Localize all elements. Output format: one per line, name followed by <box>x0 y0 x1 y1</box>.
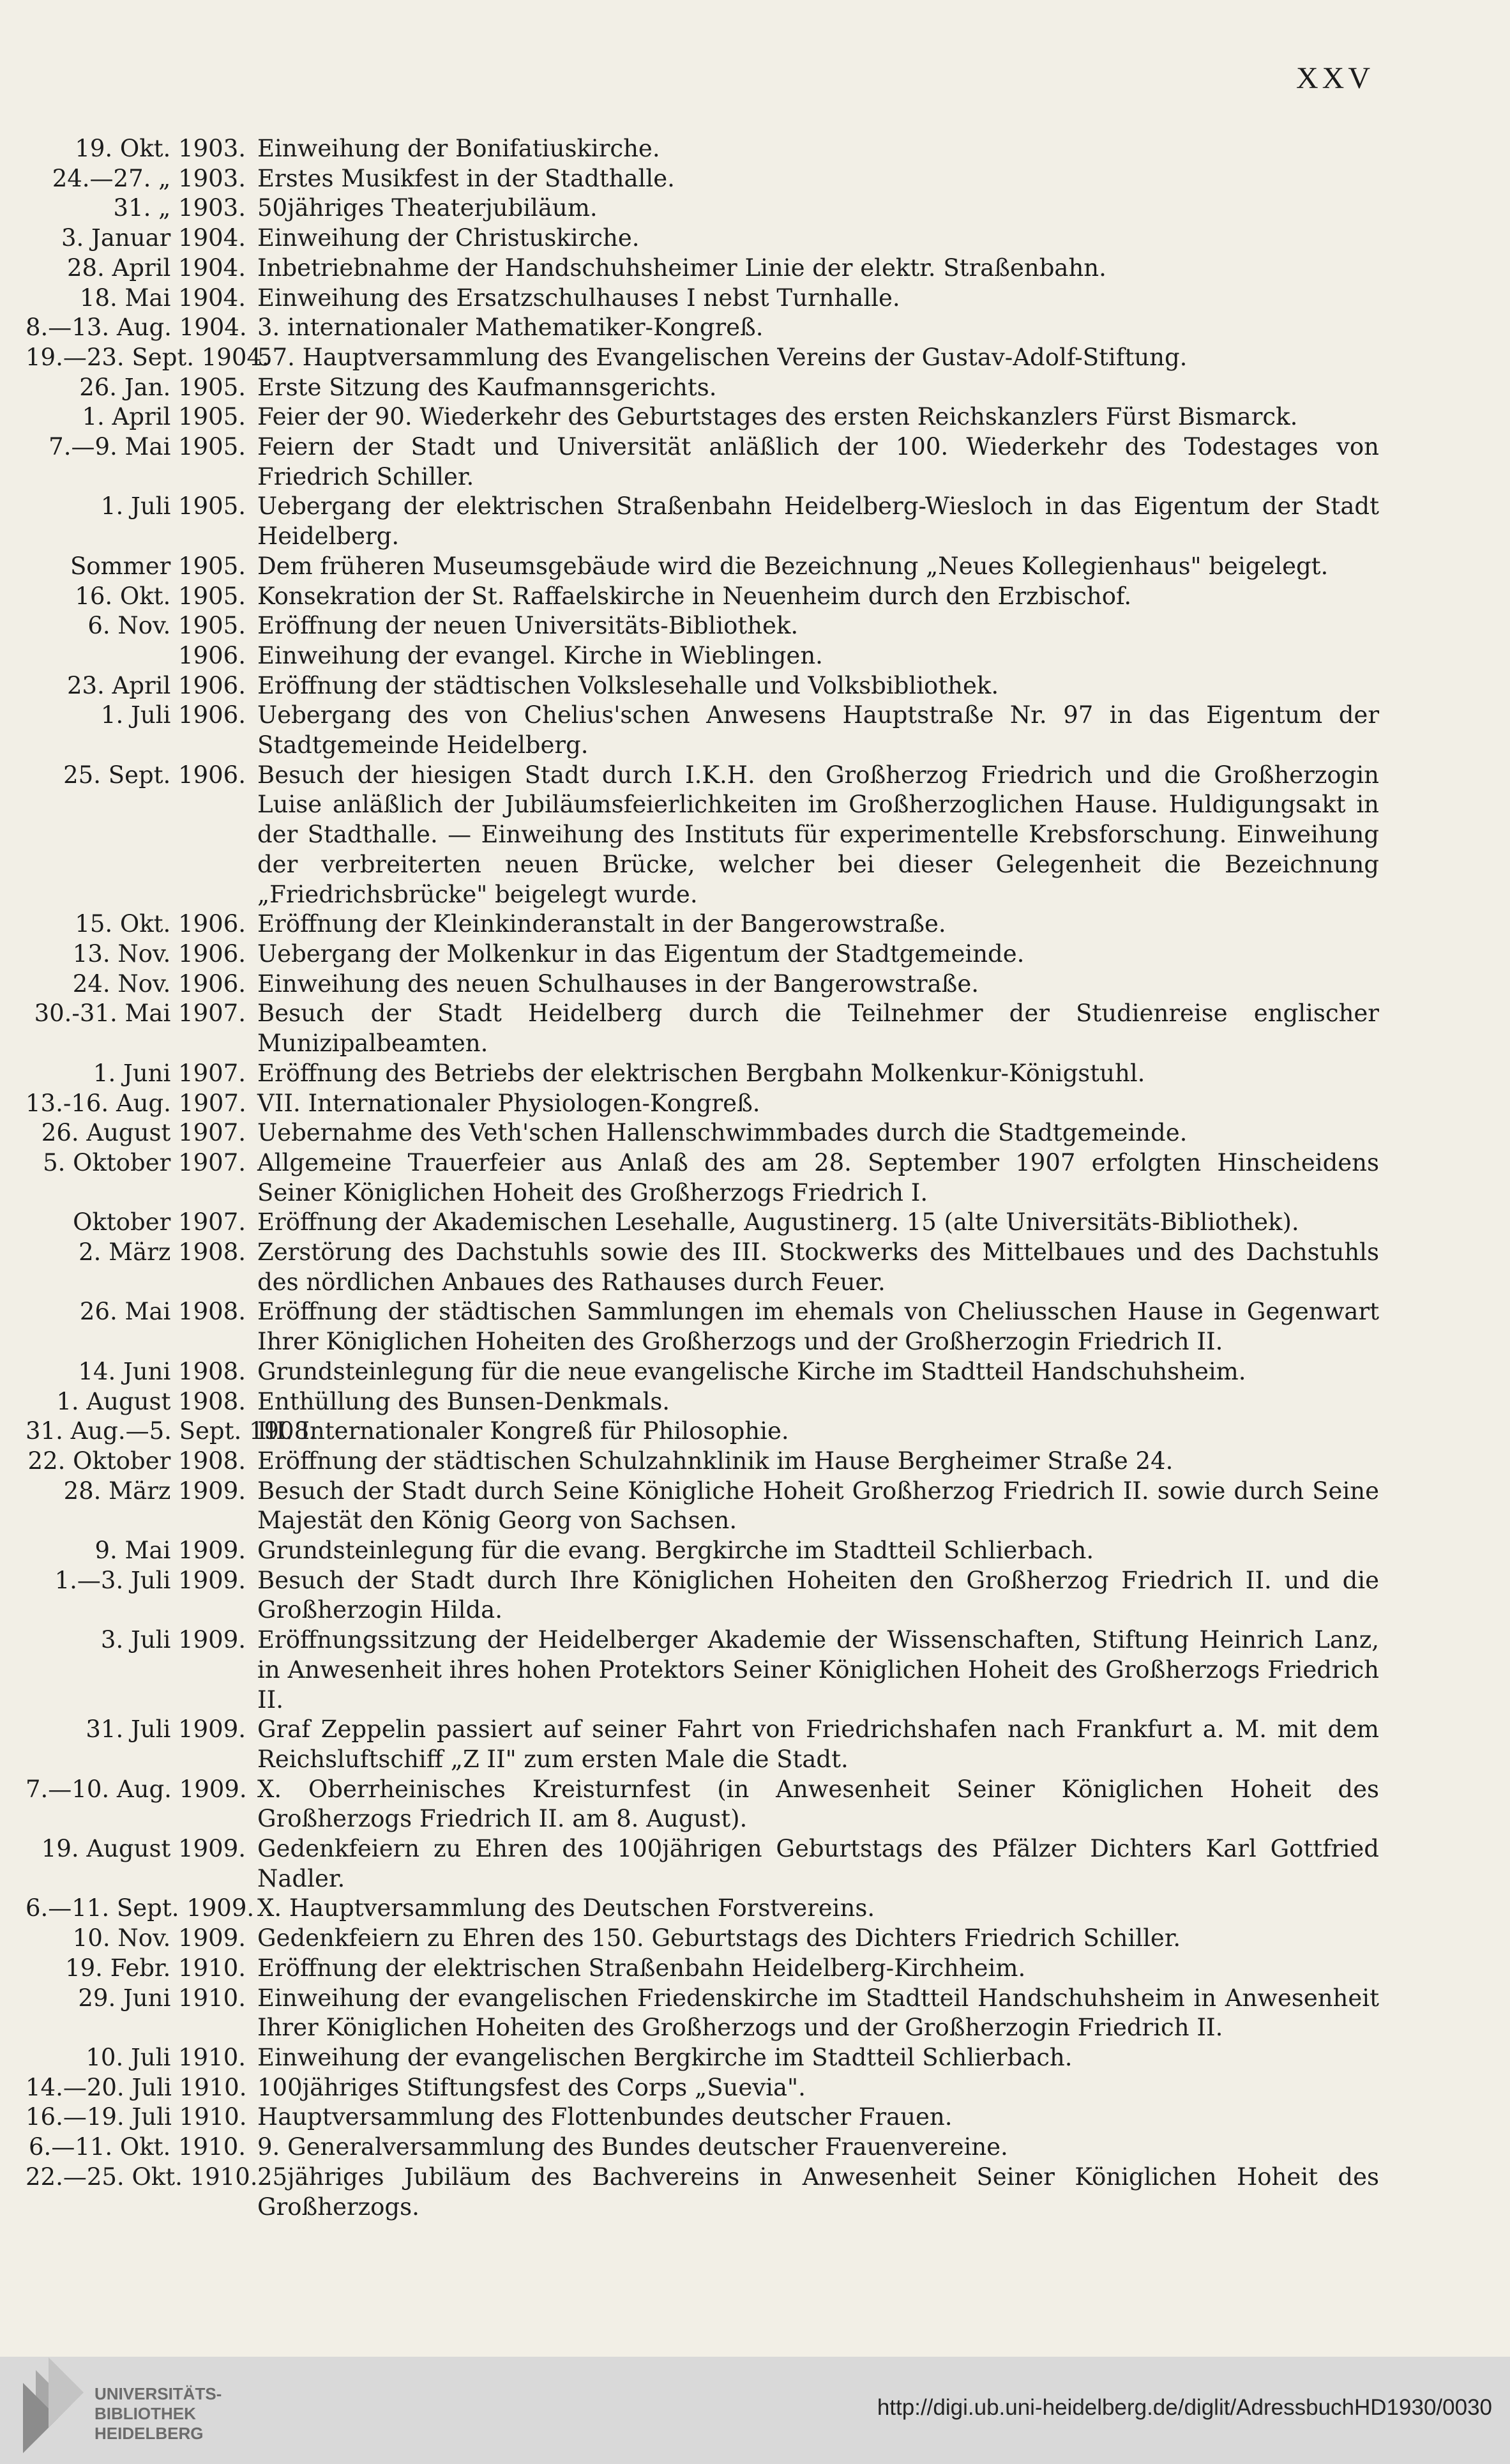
chronicle-entry <box>26 2133 1379 2163</box>
chronicle-entry <box>26 373 1379 403</box>
entry-date: Sommer 1905. <box>70 552 246 580</box>
entry-text: Uebergang der Molkenkur in das Eigentum der Stadtgemeinde. <box>257 939 1025 968</box>
chronicle-entry <box>26 1536 1379 1566</box>
entry-date: 1906. <box>178 641 246 669</box>
entry-date: 1. Juni 1907. <box>93 1059 246 1087</box>
entry-text: Uebergang des von Chelius'schen Anwesens Hauptstraße Nr. 97 in das Eigentum der Stadtgemeinde Heidelberg. <box>257 701 1379 759</box>
entry-text: Dem früheren Museumsgebäude wird die Bezeichnung „Neues Kollegienhaus" beigelegt. <box>257 552 1329 580</box>
page-number: XXV <box>1296 61 1374 95</box>
entry-date: 16. Okt. 1905. <box>75 582 246 610</box>
footer-bar <box>0 2357 1510 2464</box>
entry-date: 7.—10. Aug. 1909. <box>26 1775 247 1803</box>
entry-text: Einweihung des neuen Schulhauses in der Bangerowstraße. <box>257 970 979 998</box>
entry-text: 25jähriges Jubiläum des Bachvereins in Anwesenheit Seiner Königlichen Hoheit des Großherzogs. <box>257 2163 1379 2221</box>
entry-text: Besuch der Stadt durch Ihre Königlichen Hoheiten den Großherzog Friedrich II. und die Großherzogin Hilda. <box>257 1566 1379 1624</box>
library-name-line: UNIVERSITÄTS- <box>94 2384 222 2403</box>
entry-date: 30.-31. Mai 1907. <box>34 1000 246 1028</box>
entry-date: 13. Nov. 1906. <box>72 939 246 968</box>
entry-date: 31. „ 1903. <box>113 194 246 222</box>
entry-text: Graf Zeppelin passiert auf seiner Fahrt von Friedrichshafen nach Frankfurt a. M. mit dem Reichsluftschiff „Z II" zum ersten Male die Stadt. <box>257 1715 1379 1773</box>
entry-date: 29. Juni 1910. <box>78 1984 246 2012</box>
entry-date: 26. Mai 1908. <box>79 1298 246 1326</box>
entry-text: Feier der 90. Wiederkehr des Geburtstages des ersten Reichskanzlers Fürst Bismarck. <box>257 403 1298 431</box>
entry-date: 19. August 1909. <box>41 1835 246 1863</box>
chronicle-entry <box>26 1625 1379 1715</box>
chronicle-entry <box>26 2073 1379 2103</box>
chronicle-entry <box>26 1357 1379 1387</box>
entry-text: Einweihung der evangelischen Bergkirche im Stadtteil Schlierbach. <box>257 2044 1073 2071</box>
chronicle-entry <box>26 552 1379 582</box>
entry-text: Besuch der hiesigen Stadt durch I.K.H. den Großherzog Friedrich und die Großherzogin Luise anläßlich der Jubiläumsfeierlichkeiten im Großherzoglichen Hause. Huldigungsakt in der Stadthalle. — Einweihung des Instituts für experimentelle Krebsforschung. Einweihung der verbreiterten neuen Brücke, welcher bei dieser Gelegenheit die Bezeichnung „Friedrichsbrücke" beigelegt wurde. <box>257 761 1379 908</box>
entry-text: 57. Hauptversammlung des Evangelischen Vereins der Gustav-Adolf-Stiftung. <box>257 343 1188 371</box>
chronicle-entry <box>26 313 1379 343</box>
entry-text: Gedenkfeiern zu Ehren des 150. Geburtstags des Dichters Friedrich Schiller. <box>257 1924 1181 1952</box>
chronicle-entry <box>26 284 1379 314</box>
entry-text: Eröffnung der städtischen Schulzahnklinik im Hause Bergheimer Straße 24. <box>257 1447 1174 1475</box>
entry-text: Eröffnungssitzung der Heidelberger Akademie der Wissenschaften, Stiftung Heinrich Lanz, in Anwesenheit ihres hohen Protektors Seiner Königlichen Hoheit des Großherzogs Friedrich II. <box>257 1626 1379 1714</box>
entry-date: 19.—23. Sept. 1904. <box>26 343 269 371</box>
entry-date: 6. Nov. 1905. <box>87 612 246 640</box>
chronicle-entry <box>26 1924 1379 1954</box>
chronicle-entry <box>26 1238 1379 1297</box>
entry-text: Eröffnung der städtischen Volkslesehalle und Volksbibliothek. <box>257 671 999 699</box>
library-name-line: BIBLIOTHEK <box>94 2404 196 2423</box>
entry-date: 10. Juli 1910. <box>86 2044 246 2071</box>
entry-date: 19. Okt. 1903. <box>75 135 246 162</box>
chronicle-entry <box>26 1954 1379 1984</box>
entry-date: 16.—19. Juli 1910. <box>26 2103 247 2131</box>
entry-date: 6.—11. Sept. 1909. <box>26 1894 255 1922</box>
entry-date: 25. Sept. 1906. <box>63 761 246 789</box>
chronicle-entry <box>26 1894 1379 1924</box>
entry-text: Eröffnung der Kleinkinderanstalt in der Bangerowstraße. <box>257 910 946 938</box>
entry-text: Eröffnung der Akademischen Lesehalle, Augustinerg. 15 (alte Universitäts-Bibliothek). <box>257 1208 1299 1236</box>
entry-text: Konsekration der St. Raffaelskirche in Neuenheim durch den Erzbischof. <box>257 582 1132 610</box>
entry-date: 1.—3. Juli 1909. <box>54 1566 246 1594</box>
entry-date: Oktober 1907. <box>73 1208 246 1236</box>
entry-text: Besuch der Stadt Heidelberg durch die Teilnehmer der Studienreise englischer Munizipalbeamten. <box>257 1000 1379 1058</box>
entry-date: 1. Juli 1906. <box>100 701 246 729</box>
entry-text: X. Hauptversammlung des Deutschen Forstvereins. <box>257 1894 875 1922</box>
entry-date: 6.—11. Okt. 1910. <box>29 2133 246 2161</box>
entry-text: Zerstörung des Dachstuhls sowie des III. Stockwerks des Mittelbaues und des Dachstuhls des nördlichen Anbaues des Rathauses durch Feuer. <box>257 1238 1379 1296</box>
entry-date: 2. März 1908. <box>79 1238 246 1266</box>
entry-date: 28. März 1909. <box>63 1477 246 1505</box>
entry-date: 13.-16. Aug. 1907. <box>26 1089 246 1117</box>
entry-date: 22. Oktober 1908. <box>27 1447 246 1475</box>
entry-date: 31. Juli 1909. <box>86 1715 246 1744</box>
chronicle-entry <box>26 1566 1379 1625</box>
chronicle-list <box>26 134 1379 2222</box>
entry-text: Hauptversammlung des Flottenbundes deutscher Frauen. <box>257 2103 953 2131</box>
entry-text: Einweihung der Bonifatiuskirche. <box>257 135 660 162</box>
chronicle-entry <box>26 1297 1379 1357</box>
entry-text: 9. Generalversammlung des Bundes deutscher Frauenvereine. <box>257 2133 1008 2161</box>
entry-date: 9. Mai 1909. <box>94 1537 246 1565</box>
chronicle-entry <box>26 671 1379 701</box>
entry-date: 26. Jan. 1905. <box>79 373 246 401</box>
chronicle-entry <box>26 1059 1379 1089</box>
entry-text: Enthüllung des Bunsen-Denkmals. <box>257 1387 670 1415</box>
entry-text: 100jähriges Stiftungsfest des Corps „Suevia". <box>257 2073 806 2101</box>
entry-date: 26. August 1907. <box>41 1119 246 1147</box>
entry-text: Eröffnung der elektrischen Straßenbahn Heidelberg-Kirchheim. <box>257 1954 1026 1982</box>
entry-text: X. Oberrheinisches Kreisturnfest (in Anwesenheit Seiner Königlichen Hoheit des Großherzogs Friedrich II. am 8. August). <box>257 1775 1379 1833</box>
source-url[interactable]: http://digi.ub.uni-heidelberg.de/diglit/AdressbuchHD1930/0030 <box>877 2395 1492 2420</box>
entry-text: Gedenkfeiern zu Ehren des 100jährigen Geburtstags des Pfälzer Dichters Karl Gottfried Nadler. <box>257 1835 1379 1892</box>
chronicle-entry <box>26 224 1379 254</box>
chronicle-entry <box>26 1447 1379 1477</box>
entry-text: Eröffnung des Betriebs der elektrischen Bergbahn Molkenkur-Königstuhl. <box>257 1059 1145 1087</box>
entry-text: III. Internationaler Kongreß für Philosophie. <box>257 1417 789 1445</box>
chronicle-entry <box>26 1118 1379 1148</box>
entry-date: 15. Okt. 1906. <box>75 910 246 938</box>
entry-date: 1. August 1908. <box>56 1387 246 1415</box>
chronicle-entry <box>26 641 1379 671</box>
chronicle-entry <box>26 164 1379 194</box>
chronicle-entry <box>26 1089 1379 1119</box>
chronicle-entry <box>26 343 1379 373</box>
chronicle-entry <box>26 254 1379 284</box>
entry-date: 1. April 1905. <box>82 403 246 431</box>
chronicle-entry <box>26 939 1379 970</box>
chronicle-entry <box>26 402 1379 432</box>
entry-text: Grundsteinlegung für die neue evangelische Kirche im Stadtteil Handschuhsheim. <box>257 1357 1246 1385</box>
entry-text: Einweihung der evangel. Kirche in Wieblingen. <box>257 641 823 669</box>
entry-text: Erstes Musikfest in der Stadthalle. <box>257 164 675 192</box>
chronicle-entry <box>26 1775 1379 1834</box>
entry-date: 24. Nov. 1906. <box>72 970 246 998</box>
library-name-line: HEIDELBERG <box>94 2424 204 2443</box>
chronicle-entry <box>26 761 1379 910</box>
chronicle-entry <box>26 2043 1379 2073</box>
entry-text: Besuch der Stadt durch Seine Königliche Hoheit Großherzog Friedrich II. sowie durch Seine Majestät den König Georg von Sachsen. <box>257 1477 1379 1535</box>
entry-text: Eröffnung der städtischen Sammlungen im ehemals von Cheliusschen Hause in Gegenwart Ihrer Königlichen Hoheiten des Großherzogs und der Großherzogin Friedrich II. <box>257 1298 1379 1356</box>
entry-date: 1. Juli 1905. <box>100 492 246 521</box>
entry-date: 5. Oktober 1907. <box>43 1148 246 1176</box>
entry-date: 22.—25. Okt. 1910. <box>26 2163 258 2191</box>
chronicle-entry <box>26 432 1379 492</box>
chronicle-entry <box>26 1834 1379 1894</box>
entry-text: Einweihung der Christuskirche. <box>257 224 640 252</box>
entry-date: 10. Nov. 1909. <box>72 1924 246 1952</box>
entry-date: 28. April 1904. <box>66 254 246 282</box>
chronicle-entry <box>26 701 1379 760</box>
entry-date: 8.—13. Aug. 1904. <box>26 314 247 342</box>
library-name <box>94 2384 222 2444</box>
entry-date: 3. Juli 1909. <box>100 1626 246 1654</box>
entry-date: 19. Febr. 1910. <box>65 1954 246 1982</box>
entry-text: Inbetriebnahme der Handschuhsheimer Linie der elektr. Straßenbahn. <box>257 254 1106 282</box>
entry-date: 7.—9. Mai 1905. <box>49 433 246 461</box>
entry-date: 24.—27. „ 1903. <box>52 164 246 192</box>
chronicle-entry <box>26 970 1379 1000</box>
entry-text: Einweihung der evangelischen Friedenskirche im Stadtteil Handschuhsheim in Anwesenheit Ihrer Königlichen Hoheiten des Großherzogs und der Großherzogin Friedrich II. <box>257 1984 1379 2042</box>
chronicle-entry <box>26 492 1379 551</box>
chronicle-entry <box>26 909 1379 939</box>
entry-date: 14. Juni 1908. <box>78 1357 246 1385</box>
entry-date: 23. April 1906. <box>66 671 246 699</box>
chronicle-entry <box>26 2103 1379 2133</box>
chronicle-entry <box>26 1417 1379 1447</box>
entry-date: 31. Aug.—5. Sept. 1908. <box>26 1417 317 1445</box>
entry-date: 14.—20. Juli 1910. <box>26 2073 247 2101</box>
entry-text: Eröffnung der neuen Universitäts-Bibliothek. <box>257 612 799 640</box>
entry-text: Feiern der Stadt und Universität anläßlich der 100. Wiederkehr des Todestages von Friedrich Schiller. <box>257 433 1379 491</box>
chronicle-entry <box>26 1148 1379 1208</box>
entry-text: Uebernahme des Veth'schen Hallenschwimmbades durch die Stadtgemeinde. <box>257 1119 1188 1147</box>
chronicle-entry <box>26 611 1379 641</box>
entry-date: 18. Mai 1904. <box>79 284 246 312</box>
entry-text: Einweihung des Ersatzschulhauses I nebst Turnhalle. <box>257 284 900 312</box>
entry-text: VII. Internationaler Physiologen-Kongreß. <box>257 1089 760 1117</box>
chronicle-entry <box>26 1984 1379 2043</box>
chronicle-entry <box>26 999 1379 1058</box>
chronicle-entry <box>26 582 1379 612</box>
chronicle-entry <box>26 1715 1379 1774</box>
entry-date: 3. Januar 1904. <box>61 224 246 252</box>
entry-text: Erste Sitzung des Kaufmannsgerichts. <box>257 373 717 401</box>
entry-text: 3. internationaler Mathematiker-Kongreß. <box>257 314 764 342</box>
entry-text: Grundsteinlegung für die evang. Bergkirche im Stadtteil Schlierbach. <box>257 1537 1094 1565</box>
entry-text: 50jähriges Theaterjubiläum. <box>257 194 598 222</box>
chronicle-entry <box>26 134 1379 164</box>
entry-text: Allgemeine Trauerfeier aus Anlaß des am 28. September 1907 erfolgten Hinscheidens Seiner Königlichen Hoheit des Großherzogs Friedrich I. <box>257 1148 1379 1206</box>
chronicle-entry <box>26 1477 1379 1536</box>
chronicle-entry <box>26 2163 1379 2222</box>
entry-text: Uebergang der elektrischen Straßenbahn Heidelberg-Wiesloch in das Eigentum der Stadt Heidelberg. <box>257 492 1379 551</box>
chronicle-entry <box>26 1208 1379 1238</box>
chronicle-entry <box>26 194 1379 224</box>
chronicle-entry <box>26 1387 1379 1417</box>
